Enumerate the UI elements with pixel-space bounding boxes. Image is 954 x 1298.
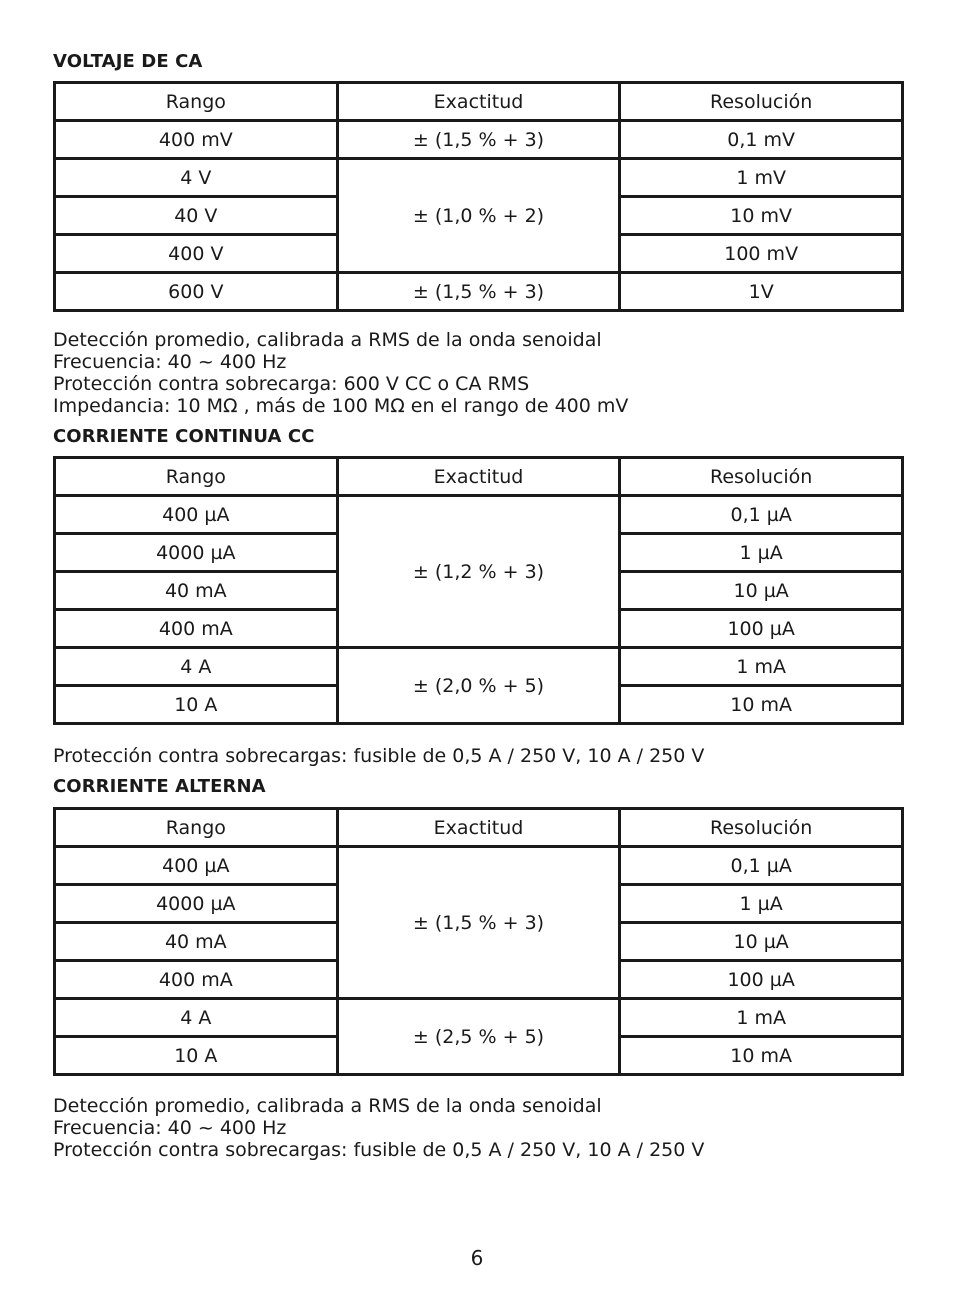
resolution-cell: 0,1 µA xyxy=(620,496,903,534)
resolution-cell: 10 mA xyxy=(620,686,903,724)
accuracy-cell: ± (2,5 % + 5) xyxy=(337,999,620,1075)
header-cell-exactitud: Exactitud xyxy=(337,809,620,847)
accuracy-cell: ± (1,2 % + 3) xyxy=(337,496,620,648)
note-line: Detección promedio, calibrada a RMS de la onda senoidal xyxy=(53,329,602,351)
dc-current-notes xyxy=(53,745,704,767)
accuracy-cell: ± (1,5 % + 3) xyxy=(337,847,620,999)
ac-voltage-notes xyxy=(53,329,628,417)
table-row xyxy=(55,496,903,534)
range-cell: 400 µA xyxy=(55,496,338,534)
page-number: 6 xyxy=(470,1246,484,1270)
range-cell: 10 A xyxy=(55,686,338,724)
range-cell: 400 mV xyxy=(55,121,338,159)
resolution-cell: 10 mV xyxy=(620,197,903,235)
range-cell: 600 V xyxy=(55,273,338,311)
range-cell: 400 mA xyxy=(55,610,338,648)
table-row xyxy=(55,999,903,1037)
ac-current-spec-table xyxy=(53,807,904,1076)
section-heading-voltaje-ca: VOLTAJE DE CA xyxy=(53,51,203,72)
ac-voltage-spec-table xyxy=(53,81,904,312)
table-row xyxy=(55,847,903,885)
resolution-cell: 1 µA xyxy=(620,534,903,572)
range-cell: 4000 µA xyxy=(55,885,338,923)
table-row xyxy=(55,273,903,311)
header-cell-resolucion: Resolución xyxy=(620,809,903,847)
accuracy-cell: ± (1,5 % + 3) xyxy=(337,121,620,159)
table-header-row xyxy=(55,458,903,496)
resolution-cell: 0,1 mV xyxy=(620,121,903,159)
resolution-cell: 10 mA xyxy=(620,1037,903,1075)
section-heading-corriente-continua: CORRIENTE CONTINUA CC xyxy=(53,426,315,447)
resolution-cell: 1 mV xyxy=(620,159,903,197)
note-line: Frecuencia: 40 ~ 400 Hz xyxy=(53,1117,287,1139)
range-cell: 40 mA xyxy=(55,572,338,610)
section-heading-corriente-alterna: CORRIENTE ALTERNA xyxy=(53,776,266,797)
header-cell-rango: Rango xyxy=(55,458,338,496)
note-line: Detección promedio, calibrada a RMS de la onda senoidal xyxy=(53,1095,602,1117)
header-cell-rango: Rango xyxy=(55,809,338,847)
resolution-cell: 1 µA xyxy=(620,885,903,923)
range-cell: 40 mA xyxy=(55,923,338,961)
resolution-cell: 100 mV xyxy=(620,235,903,273)
header-cell-exactitud: Exactitud xyxy=(337,458,620,496)
range-cell: 10 A xyxy=(55,1037,338,1075)
resolution-cell: 100 µA xyxy=(620,610,903,648)
note-line: Frecuencia: 40 ~ 400 Hz xyxy=(53,351,287,373)
resolution-cell: 1 mA xyxy=(620,648,903,686)
range-cell: 4 A xyxy=(55,999,338,1037)
resolution-cell: 1V xyxy=(620,273,903,311)
table-header-row xyxy=(55,809,903,847)
accuracy-cell: ± (1,0 % + 2) xyxy=(337,159,620,273)
table-row xyxy=(55,121,903,159)
accuracy-cell: ± (1,5 % + 3) xyxy=(337,273,620,311)
dc-current-spec-table xyxy=(53,456,904,725)
note-line: Impedancia: 10 MΩ , más de 100 MΩ en el rango de 400 mV xyxy=(53,395,629,417)
header-cell-rango: Rango xyxy=(55,83,338,121)
range-cell: 4000 µA xyxy=(55,534,338,572)
accuracy-cell: ± (2,0 % + 5) xyxy=(337,648,620,724)
range-cell: 400 mA xyxy=(55,961,338,999)
range-cell: 4 A xyxy=(55,648,338,686)
table-row xyxy=(55,159,903,197)
resolution-cell: 10 µA xyxy=(620,572,903,610)
header-cell-resolucion: Resolución xyxy=(620,83,903,121)
note-line: Protección contra sobrecargas: fusible de 0,5 A / 250 V, 10 A / 250 V xyxy=(53,745,705,767)
table-header-row xyxy=(55,83,903,121)
header-cell-exactitud: Exactitud xyxy=(337,83,620,121)
note-line: Protección contra sobrecarga: 600 V CC o CA RMS xyxy=(53,373,530,395)
range-cell: 40 V xyxy=(55,197,338,235)
resolution-cell: 100 µA xyxy=(620,961,903,999)
resolution-cell: 10 µA xyxy=(620,923,903,961)
resolution-cell: 1 mA xyxy=(620,999,903,1037)
range-cell: 400 V xyxy=(55,235,338,273)
note-line: Protección contra sobrecargas: fusible de 0,5 A / 250 V, 10 A / 250 V xyxy=(53,1139,705,1161)
resolution-cell: 0,1 µA xyxy=(620,847,903,885)
ac-current-notes xyxy=(53,1095,704,1161)
range-cell: 400 µA xyxy=(55,847,338,885)
range-cell: 4 V xyxy=(55,159,338,197)
header-cell-resolucion: Resolución xyxy=(620,458,903,496)
table-row xyxy=(55,648,903,686)
